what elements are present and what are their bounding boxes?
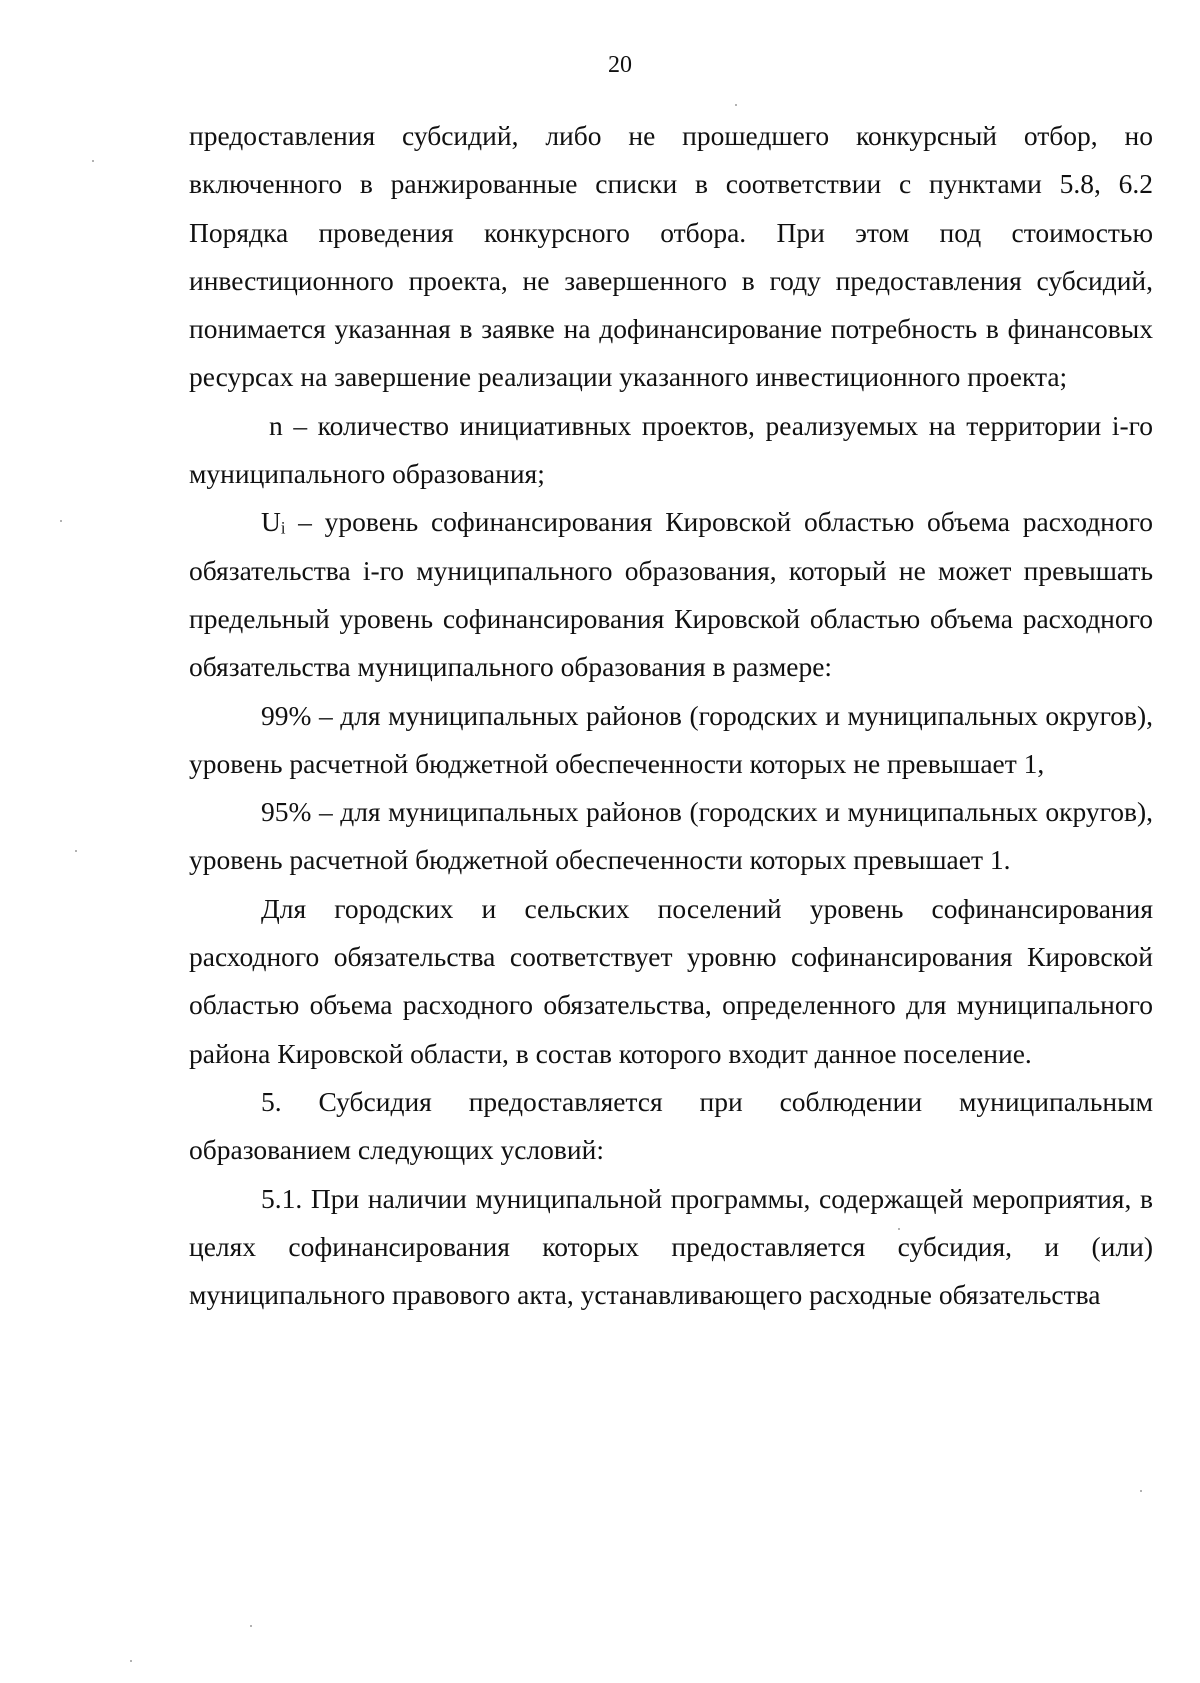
scan-speck bbox=[1140, 1490, 1142, 1492]
page-number: 20 bbox=[608, 52, 632, 78]
scan-speck bbox=[75, 850, 77, 852]
scan-speck bbox=[735, 104, 737, 106]
scan-speck bbox=[898, 1228, 900, 1230]
scan-speck bbox=[250, 1625, 252, 1627]
paragraph-continuation: предоставления субсидий, либо не прошедшего конкурсный отбор, но включенного в ранжированные списки в соответствии с пунктами 5.8, 6.2 Порядка проведения конкурсного отбора. При этом под стоимостью инвестиционного проекта, не завершенного в году предоставления субсидий, понимается указанная в заявке на дофинансирование потребность в финансовых ресурсах на завершение реализации указанного инвестиционного проекта; bbox=[189, 120, 1153, 393]
scan-speck bbox=[92, 160, 94, 162]
scan-speck bbox=[60, 520, 62, 522]
paragraph-95-percent: 95% – для муниципальных районов (городских и муниципальных округов), уровень расчетной бюджетной обеспеченности которых превышает 1. bbox=[189, 796, 1153, 876]
paragraph-settlements: Для городских и сельских поселений уровень софинансирования расходного обязательства соответствует уровню софинансирования Кировской областью объема расходного обязательства, определенного для муниципального района Кировской области, в состав которого входит данное поселение. bbox=[189, 892, 1153, 1069]
scan-speck bbox=[130, 1660, 132, 1662]
body-text bbox=[189, 112, 1153, 1319]
paragraph-n-definition: n – количество инициативных проектов, реализуемых на территории i-го муниципального образования; bbox=[189, 409, 1153, 490]
paragraph-ui-definition: Uᵢ – уровень софинансирования Кировской областью объема расходного обязательства i-го муниципального образования, который не может превышать предельный уровень софинансирования Кировской областью объема расходного обязательства муниципального образования в размере: bbox=[189, 506, 1153, 683]
paragraph-item-5-1: 5.1. При наличии муниципальной программы, содержащей мероприятия, в целях софинансирования которых предоставляется субсидия, и (или) муниципального правового акта, устанавливающего расходные обязательства bbox=[189, 1182, 1153, 1311]
paragraph-item-5: 5. Субсидия предоставляется при соблюдении муниципальным образованием следующих условий: bbox=[189, 1085, 1153, 1166]
paragraph-99-percent: 99% – для муниципальных районов (городских и муниципальных округов), уровень расчетной бюджетной обеспеченности которых не превышает 1, bbox=[189, 699, 1153, 779]
